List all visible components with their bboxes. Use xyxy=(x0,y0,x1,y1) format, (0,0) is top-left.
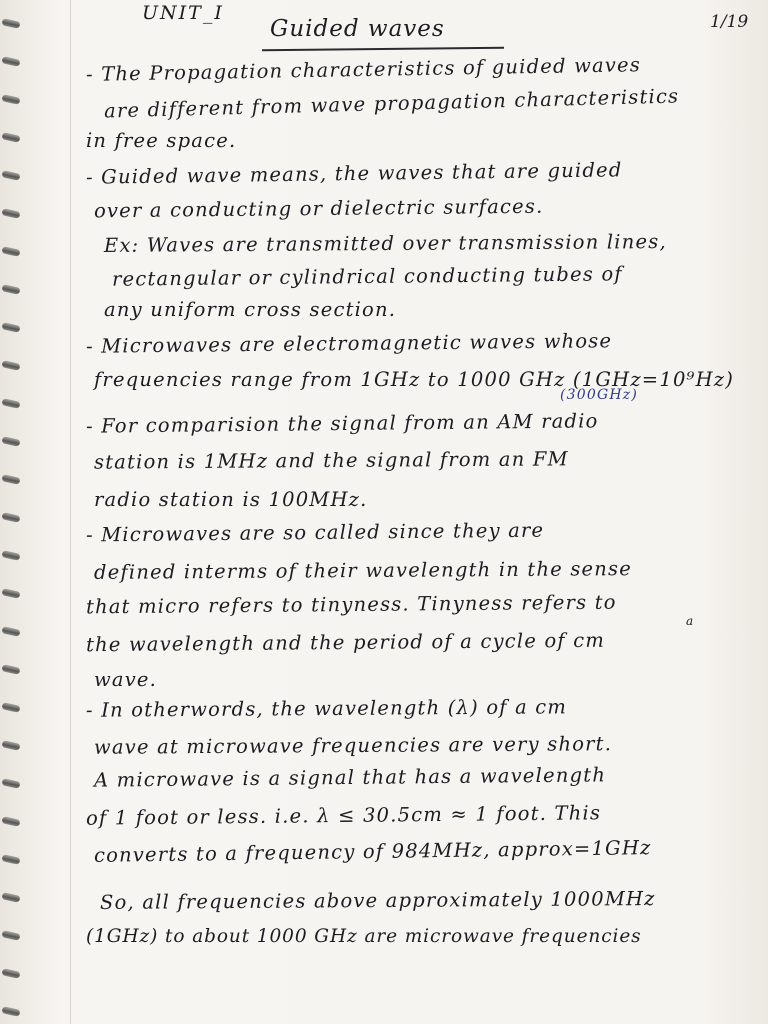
binding-ring xyxy=(1,968,20,979)
binding-ring xyxy=(1,930,20,941)
text-line: the wavelength and the period of a cycle of cm xyxy=(85,628,606,657)
binding-ring xyxy=(1,18,20,29)
text-line: So, all frequencies above approximately 1000MHz xyxy=(99,887,656,914)
binding-ring xyxy=(1,56,20,67)
text-line: in free space. xyxy=(86,129,237,152)
binding-ring xyxy=(1,322,20,333)
unit-label: UNIT_I xyxy=(142,2,224,24)
blue-note: (300GHz) xyxy=(560,387,639,403)
spiral-binding xyxy=(0,0,30,1024)
binding-ring xyxy=(1,398,20,409)
binding-ring xyxy=(1,94,20,105)
text-line: frequencies range from 1GHz to 1000 GHz (1GHz=10⁹Hz) xyxy=(94,368,735,391)
text-line: - For comparision the signal from an AM radio xyxy=(85,409,599,438)
binding-ring xyxy=(1,246,20,257)
text-line: - Microwaves are electromagnetic waves whose xyxy=(85,329,613,358)
binding-ring xyxy=(1,170,20,181)
binding-ring xyxy=(1,588,20,599)
text-line: wave at microwave frequencies are very short. xyxy=(93,732,613,759)
binding-ring xyxy=(1,474,20,485)
text-line: are different from wave propagation characteristics xyxy=(103,84,680,123)
text-line: - The Propagation characteristics of guided waves xyxy=(85,53,642,86)
binding-ring xyxy=(1,208,20,219)
text-line: wave. xyxy=(94,668,158,691)
margin-line xyxy=(70,0,71,1024)
text-line: - In otherwords, the wavelength (λ) of a cm xyxy=(85,695,568,722)
binding-ring xyxy=(1,702,20,713)
binding-ring xyxy=(1,436,20,447)
binding-ring xyxy=(1,132,20,143)
binding-ring xyxy=(1,778,20,789)
binding-ring xyxy=(1,854,20,865)
binding-ring xyxy=(1,892,20,903)
text-line: any uniform cross section. xyxy=(104,298,397,321)
text-line: A microwave is a signal that has a wavelength xyxy=(93,763,607,792)
binding-ring xyxy=(1,664,20,675)
text-line: station is 1MHz and the signal from an FM xyxy=(93,447,569,474)
binding-ring xyxy=(1,512,20,523)
text-line: defined interms of their wavelength in the sense xyxy=(93,557,633,584)
binding-ring xyxy=(1,740,20,751)
text-line: Ex: Waves are transmitted over transmission lines, xyxy=(103,230,667,257)
text-line: that micro refers to tinyness. Tinyness refers to xyxy=(85,590,617,619)
text-line: over a conducting or dielectric surfaces. xyxy=(93,194,544,223)
superscript-note: a xyxy=(686,614,694,628)
text-line: radio station is 100MHz. xyxy=(94,488,368,511)
binding-ring xyxy=(1,284,20,295)
text-line: of 1 foot or less. i.e. λ ≤ 30.5cm ≈ 1 foot. This xyxy=(85,801,602,830)
text-line: - Guided wave means, the waves that are guided xyxy=(85,158,623,189)
text-line: converts to a frequency of 984MHz, approx=1GHz xyxy=(93,836,652,867)
text-line: rectangular or cylindrical conducting tubes of xyxy=(111,262,623,291)
page-title: Guided waves xyxy=(270,16,445,42)
binding-ring xyxy=(1,360,20,371)
title-underline xyxy=(262,47,504,52)
binding-ring xyxy=(1,550,20,561)
binding-ring xyxy=(1,816,20,827)
text-line: (1GHz) to about 1000 GHz are microwave frequencies xyxy=(86,926,642,947)
binding-ring xyxy=(1,1006,20,1017)
binding-ring xyxy=(1,626,20,637)
page-number: 1/19 xyxy=(710,12,749,32)
text-line: - Microwaves are so called since they are xyxy=(85,518,545,547)
